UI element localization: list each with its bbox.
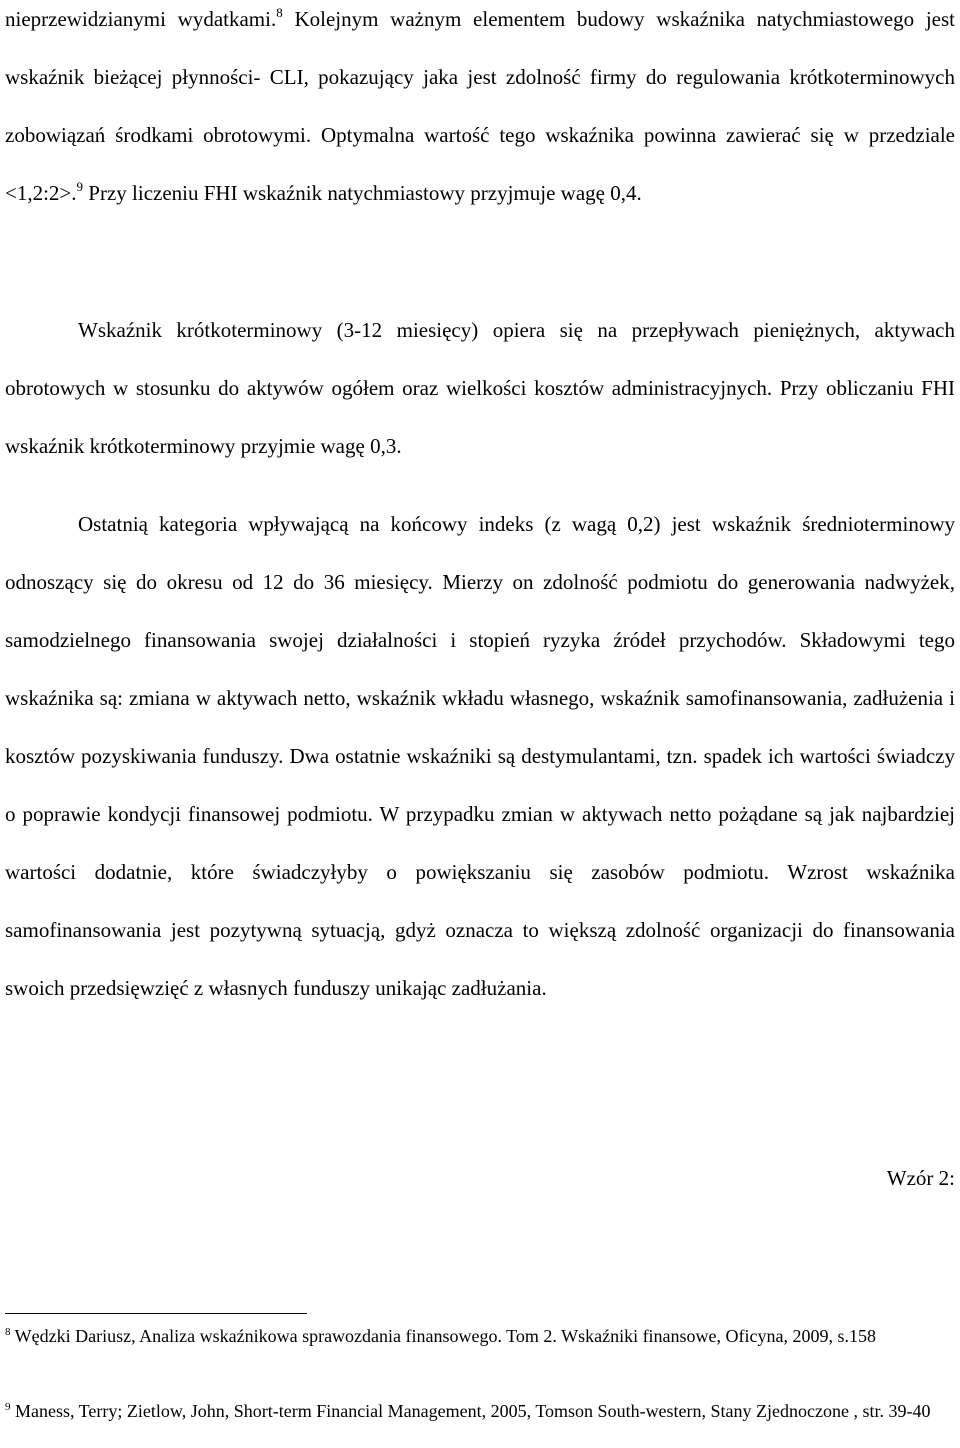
paragraph-3: Ostatnią kategoria wpływającą na końcowy indeks (z wagą 0,2) jest wskaźnik średnioterminowy odnoszący się do okresu od 12 do 36 miesięcy. Mierzy on zdolność podmiotu do generowania nadwyżek, samodzielnego finansowania swojej działalności i stopień ryzyka źródeł przychodów. Składowymi tego wskaźnika są: zmiana w aktywach netto, wskaźnik wkładu własnego, wskaźnik samofinansowania, zadłużenia i kosztów pozyskiwania funduszy. Dwa ostatnie wskaźniki są destymulantami, tzn. spadek ich wartości świadczy o poprawie kondycji finansowej podmiotu. W przypadku zmian w aktywach netto pożądane są jak najbardziej wartości dodatnie, które świadczyłyby o powiększaniu się zasobów podmiotu. Wzrost wskaźnika samofinansowania jest pozytywną sytuacją, gdyż oznacza to większą zdolność organizacji do finansowania swoich przedsięwzięć z własnych funduszy unikając zadłużania. [5, 512, 955, 1000]
paragraph-1-text-a: nieprzewidzianymi wydatkami. [5, 7, 277, 31]
footnote-ref-9[interactable]: 9 [76, 179, 84, 194]
footnote-8-text: Wędzki Dariusz, Analiza wskaźnikowa sprawozdania finansowego. Tom 2. Wskaźniki finansowe, Oficyna, 2009, s.158 [10, 1326, 877, 1346]
footnote-9 [5, 1398, 935, 1425]
paragraph-1 [5, 0, 955, 222]
paragraph-2: Wskaźnik krótkoterminowy (3-12 miesięcy) opiera się na przepływach pieniężnych, aktywach obrotowych w stosunku do aktywów ogółem oraz wielkości kosztów administracyjnych. Przy obliczaniu FHI wskaźnik krótkoterminowy przyjmie wagę 0,3. [5, 318, 955, 458]
formula-label: Wzór 2: [886, 1166, 955, 1190]
footnote-9-number: 9 [5, 1401, 11, 1413]
footnote-8 [5, 1323, 935, 1350]
footnote-separator [5, 1313, 307, 1314]
footnote-9-text: Maness, Terry; Zietlow, John, Short-term Financial Management, 2005, Tomson South-western, Stany Zjednoczone , str. 39-40 [10, 1401, 931, 1421]
footnote-8-number: 8 [5, 1326, 11, 1338]
paragraph-1-text-b: Kolejnym ważnym elementem budowy wskaźnika natychmiastowego jest wskaźnik bieżącej płynności- CLI, pokazujący jaka jest zdolność firmy do regulowania krótkoterminowych zobowiązań środkami obrotowymi. Optymalna wartość tego wskaźnika powinna zawierać się w przedziale <1,2:2>. [5, 7, 955, 205]
paragraph-1-text-c: Przy liczeniu FHI wskaźnik natychmiastowy przyjmuje wagę 0,4. [83, 181, 642, 205]
footnote-ref-8[interactable]: 8 [276, 5, 283, 20]
